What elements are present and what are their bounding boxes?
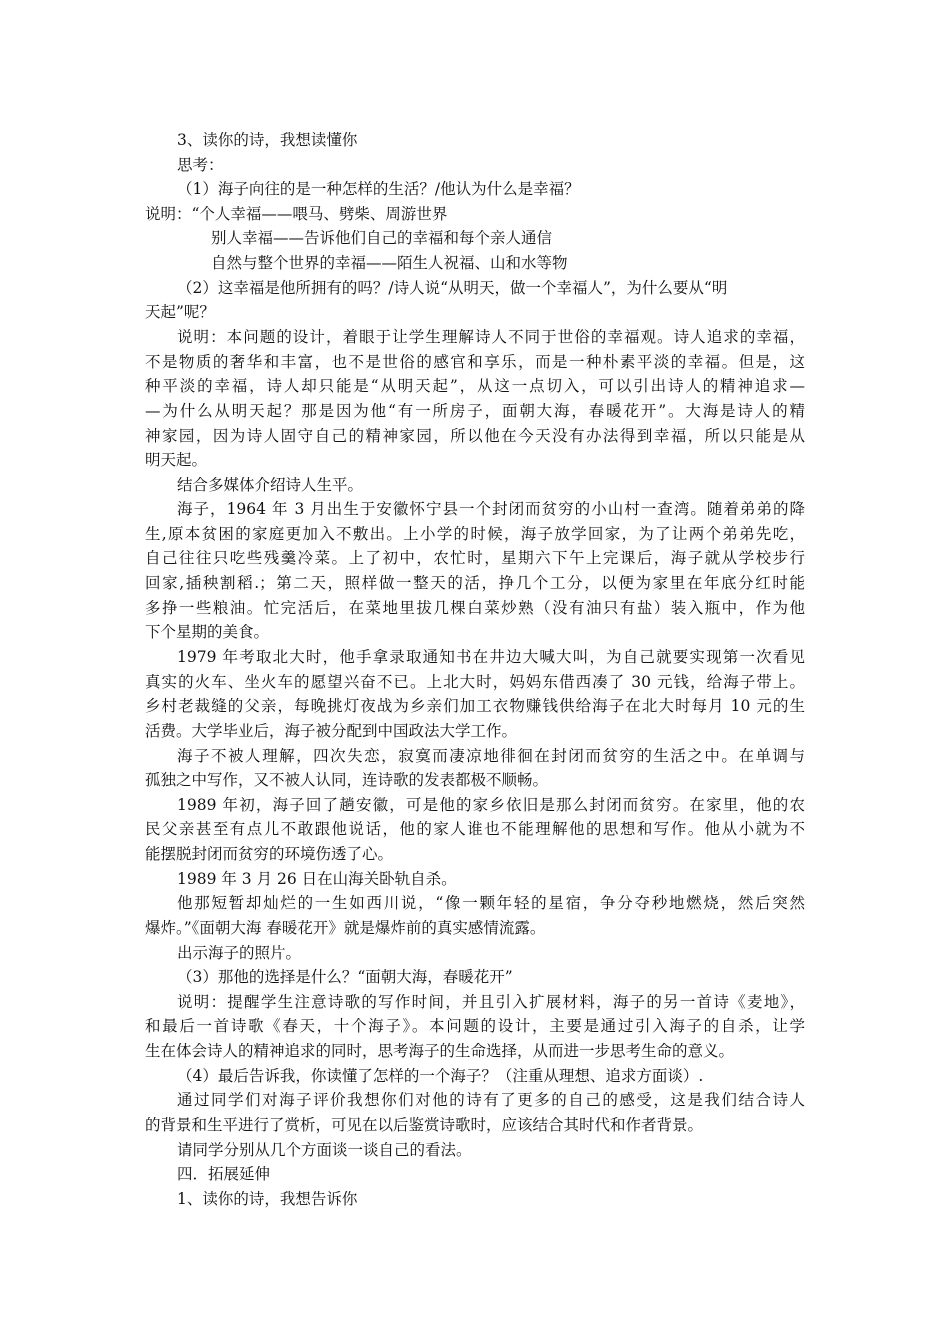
paragraph-line: 神家园，因为诗人固守自己的精神家园，所以他在今天没有办法得到幸福，所以只能是从 (145, 427, 805, 445)
paragraph-line: 种平淡的幸福，诗人却只能是“从明天起”，从这一点切入，可以引出诗人的精神追求— (145, 377, 805, 395)
paragraph-line: 海子不被人理解，四次失恋，寂寞而凄凉地徘徊在封闭而贫穷的生活之中。在单调与 (177, 747, 805, 765)
question-1: （1）海子向往的是一种怎样的生活？/他认为什么是幸福？ (177, 180, 580, 198)
paragraph-line: 下个星期的美食。 (145, 623, 270, 641)
paragraph-line: 说明：提醒学生注意诗歌的写作时间，并且引入扩展材料，海子的另一首诗《麦地》， (177, 993, 805, 1011)
paragraph-line: 和最后一首诗歌《春天，十个海子》。本问题的设计，主要是通过引入海子的自杀，让学 (145, 1017, 805, 1035)
list-item: 1、读你的诗，我想告诉你 (177, 1190, 358, 1208)
note-1-line-2: 别人幸福——告诉他们自己的幸福和每个亲人通信 (211, 229, 553, 247)
paragraph-line: 乡村老裁缝的父亲，每晚挑灯夜战为乡亲们加工衣物赚钱供给海子在北大时每月 10 元的生 (145, 697, 805, 715)
question-2-cont: 天起”呢？ (145, 303, 215, 321)
multimedia-note: 结合多媒体介绍诗人生平。 (177, 476, 364, 494)
note-1: 说明：“个人幸福——喂马、劈柴、周游世界 (145, 205, 448, 223)
paragraph-line: 不是物质的奢华和丰富，也不是世俗的感官和享乐，而是一种朴素平淡的幸福。但是，这 (145, 353, 805, 371)
paragraph-line: 多挣一些粮油。忙完活后，在菜地里拔几棵白菜炒熟（没有油只有盐）装入瓶中，作为他 (145, 599, 805, 617)
paragraph-line: 真实的火车、坐火车的愿望兴奋不已。上北大时，妈妈东借西凑了 30 元钱，给海子带上。 (145, 673, 805, 691)
paragraph-line: 回家,插秧割稻.；第二天，照样做一整天的活，挣几个工分，以便为家里在年底分红时能 (145, 574, 805, 592)
paragraph-line: 海子，1964 年 3 月出生于安徽怀宁县一个封闭而贫穷的小山村一查湾。随着弟弟的降 (177, 500, 805, 518)
paragraph-line: 能摆脱封闭而贫穷的环境伤透了心。 (145, 845, 394, 863)
paragraph-line: 活费。大学毕业后，海子被分配到中国政法大学工作。 (145, 722, 518, 740)
question-4: （4）最后告诉我，你读懂了怎样的一个海子？（注重从理想、追求方面谈）. (177, 1067, 704, 1085)
question-3: （3）那他的选择是什么？“面朝大海，春暖花开” (177, 968, 513, 986)
paragraph-line: 民父亲甚至有点儿不敢跟他说话，他的家人谁也不能理解他的思想和写作。他从小就为不 (145, 820, 805, 838)
paragraph-line: —为什么从明天起？那是因为他“有一所房子，面朝大海，春暖花开”。大海是诗人的精 (145, 402, 805, 420)
photo-note: 出示海子的照片。 (177, 944, 302, 962)
section-heading: 四．拓展延伸 (177, 1165, 271, 1183)
paragraph-line: 1979 年考取北大时，他手拿录取通知书在井边大喊大叫，为自己就要实现第一次看见 (177, 648, 805, 666)
paragraph-line: 生,原本贫困的家庭更加入不敷出。上小学的时候，海子放学回家，为了让两个弟弟先吃， (145, 525, 805, 543)
paragraph-line: 生在体会诗人的精神追求的同时，思考海子的生命选择，从而进一步思考生命的意义。 (145, 1042, 735, 1060)
paragraph-line: 爆炸。”《面朝大海 春暖花开》就是爆炸前的真实感情流露。 (145, 919, 546, 937)
paragraph-line: 孤独之中写作，又不被人认同，连诗歌的发表都极不顺畅。 (145, 771, 549, 789)
note-1-line-3: 自然与整个世界的幸福——陌生人祝福、山和水等物 (211, 254, 568, 272)
paragraph-line: 自己往往只吃些残羹冷菜。上了初中，农忙时，星期六下午上完课后，海子就从学校步行 (145, 549, 805, 567)
paragraph-line: 1989 年初，海子回了趟安徽，可是他的家乡依旧是那么封闭而贫穷。在家里，他的农 (177, 796, 805, 814)
paragraph-line: 说明：本问题的设计，着眼于让学生理解诗人不同于世俗的幸福观。诗人追求的幸福， (177, 328, 805, 346)
section-heading: 3、读你的诗，我想读懂你 (177, 131, 358, 149)
paragraph-line: 明天起。 (145, 451, 208, 469)
paragraph-line: 请同学分别从几个方面谈一谈自己的看法。 (177, 1141, 472, 1159)
paragraph-line: 通过同学们对海子评价我想你们对他的诗有了更多的自己的感受，这是我们结合诗人 (177, 1091, 805, 1109)
think-label: 思考： (177, 156, 224, 174)
question-2: （2）这幸福是他所拥有的吗？/诗人说“从明天，做一个幸福人”，为什么要从“明 (177, 279, 728, 297)
paragraph-line: 的背景和生平进行了赏析，可见在以后鉴赏诗歌时，应该结合其时代和作者背景。 (145, 1116, 704, 1134)
death-line: 1989 年 3 月 26 日在山海关卧轨自杀。 (177, 870, 457, 888)
paragraph-line: 他那短暂却灿烂的一生如西川说，“像一颗年轻的星宿，争分夺秒地燃烧，然后突然 (177, 894, 805, 912)
